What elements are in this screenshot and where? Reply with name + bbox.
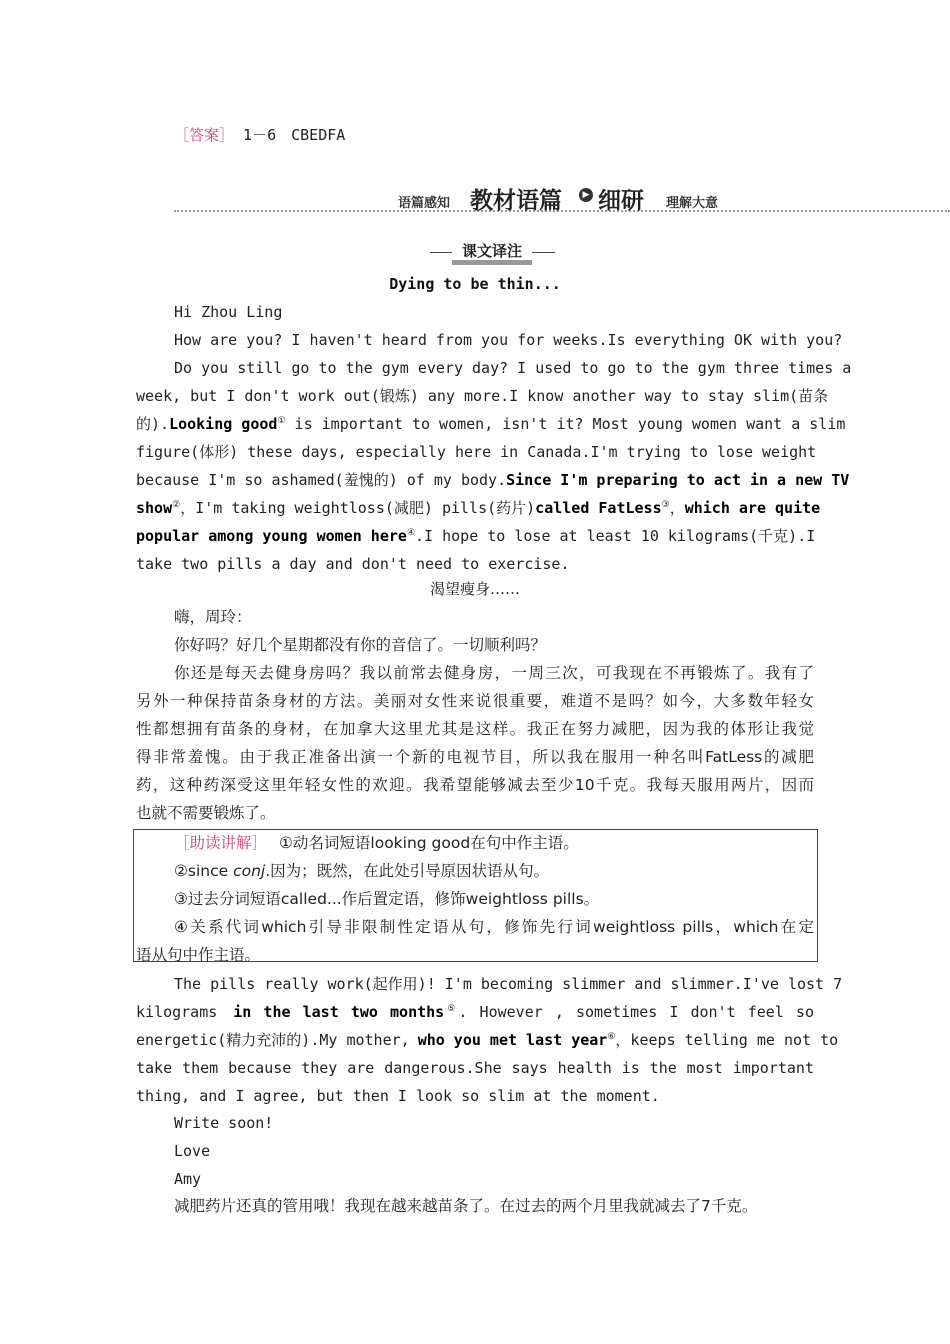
note-marker-1: ① [277, 416, 286, 426]
highlight-3: called FatLess [535, 499, 662, 517]
note-marker-5: ⑤ [444, 1004, 459, 1014]
answer-line [174, 124, 345, 145]
section-banner [174, 180, 950, 224]
play-arrow-icon: ▶ [579, 188, 593, 202]
en-line-7b: ，I'm taking weightloss(减肥) pills(药片) [180, 499, 536, 517]
cn-line-3: 另外一种保持苗条身材的方法。美丽对女性来说很重要，难道不是吗？如今，大多数年轻女 [136, 692, 814, 710]
en-line-6a: because I'm so ashamed(羞愧的) of my body. [136, 471, 507, 489]
note-marker-4: ④ [406, 528, 416, 538]
en-line-9: take two pills a day and don't need to exercise. [136, 555, 570, 573]
banner-left-small: 语篇感知 [398, 196, 451, 211]
en-line-4a: 的). [136, 415, 170, 433]
en2-line-1: The pills really work(起作用)! I'm becoming slimmer and slimmer.I've lost 7 [174, 975, 843, 993]
en-line-8 [136, 526, 814, 546]
note-marker-2: ② [172, 500, 181, 510]
en2-line-4: take them because they are dangerous.She says health is the most important [136, 1059, 814, 1077]
note-marker-3: ③ [661, 500, 670, 510]
cn-line-7: 也就不需要锻炼了。 [136, 804, 276, 822]
highlight-5: in the last two months [233, 1003, 445, 1021]
note-line-1 [174, 832, 814, 854]
answer-label: ［答案］ [174, 126, 235, 144]
answer-text: 1－6 CBEDFA [234, 126, 346, 144]
en-line-7d: ， [669, 499, 685, 517]
sign-off-3: Amy [174, 1170, 202, 1188]
highlight-2b: show [136, 499, 173, 517]
en-line-4 [136, 414, 846, 434]
note-line-2 [174, 860, 814, 882]
note-marker-6: ⑥ [607, 1032, 616, 1042]
cn-greeting: 嗨，周玲： [174, 608, 252, 626]
cn-line-2: 你还是每天去健身房吗？我以前常去健身房，一周三次，可我现在不再锻炼了。我有了 [174, 664, 814, 682]
en-line-3: week, but I don't work out(锻炼) any more.I know another way to stay slim(苗条 [136, 387, 829, 405]
cn-line-1: 你好吗？好几个星期都没有你的音信了。一切顺利吗？ [174, 636, 547, 654]
highlight-1: Looking good [169, 415, 278, 433]
banner-divider [174, 210, 950, 212]
banner-right-small: 理解大意 [666, 196, 719, 211]
en-line-4c: is important to women, isn't it? Most young women want a slim [285, 415, 846, 433]
en2-line-2c: . However , sometimes I don't feel so [458, 1003, 814, 1021]
cn-title: 渴望瘦身…… [429, 580, 520, 598]
notes-label: ［助读讲解］ [174, 834, 268, 852]
en2-line-2 [136, 1002, 814, 1022]
en2-line-3a: energetic(精力充沛的).My mother, [136, 1031, 410, 1049]
note-line-4: ④关系代词which引导非限制性定语从句，修饰先行词weightloss pills，which在定 [174, 918, 814, 936]
highlight-2: Since I'm preparing to act in a new TV [506, 471, 850, 489]
en-line-6 [136, 470, 850, 490]
cn-line-6: 药，这种药深受这里年轻女性的欢迎。我希望能够减去至少10千克。我每天服用两片，因而 [136, 776, 814, 794]
en-line-8b: .I hope to lose at least 10 kilograms(千克).I [415, 527, 816, 545]
note-2a: ②since [174, 862, 234, 880]
note-1: ①动名词短语looking good在句中作主语。 [279, 834, 579, 852]
en2-line-3c: ，keeps telling me not to [615, 1031, 839, 1049]
sign-off-1: Write soon! [174, 1114, 274, 1132]
cn-line-4: 性都想拥有苗条的身材，在加拿大这里尤其是这样。我正在努力减肥，因为我的体形让我觉 [136, 720, 814, 738]
highlight-4b: popular among young women here [136, 527, 407, 545]
banner-main-1: 教材语篇 [470, 188, 562, 214]
en-line-2: Do you still go to the gym every day? I used to go to the gym three times a [174, 359, 852, 377]
passage-title: Dying to be thin... [389, 275, 561, 293]
en-line-1: How are you? I haven't heard from you for weeks.Is everything OK with you? [174, 331, 843, 349]
sign-off-2: Love [174, 1142, 211, 1160]
note-2c: .因为；既然，在此处引导原因状语从句。 [265, 862, 550, 880]
cn-line-5: 得非常羞愧。由于我正准备出演一个新的电视节目，所以我在服用一种名叫FatLess的减肥 [136, 748, 814, 766]
highlight-4: which are quite [684, 499, 821, 517]
en-line-5: figure(体形) these days, especially here in Canada.I'm trying to lose weight [136, 443, 817, 461]
en2-line-5: thing, and I agree, but then I look so slim at the moment. [136, 1087, 660, 1105]
en-greeting: Hi Zhou Ling [174, 303, 283, 321]
section-tag-label: 课文译注 [452, 242, 532, 265]
cn2-line-1: 减肥药片还真的管用哦！我现在越来越苗条了。在过去的两个月里我就减去了7千克。 [174, 1197, 758, 1215]
note-2b: conj [233, 862, 266, 880]
banner-main-2: 细研 [598, 188, 644, 214]
en2-line-3 [136, 1030, 839, 1050]
note-line-5: 语从句中作主语。 [136, 946, 261, 964]
section-tag [430, 242, 555, 264]
en2-line-2a: kilograms [136, 1003, 218, 1021]
highlight-6: who you met last year [417, 1031, 608, 1049]
note-line-3: ③过去分词短语called...作后置定语，修饰weightloss pills。 [174, 890, 600, 908]
en-line-7 [136, 498, 821, 518]
